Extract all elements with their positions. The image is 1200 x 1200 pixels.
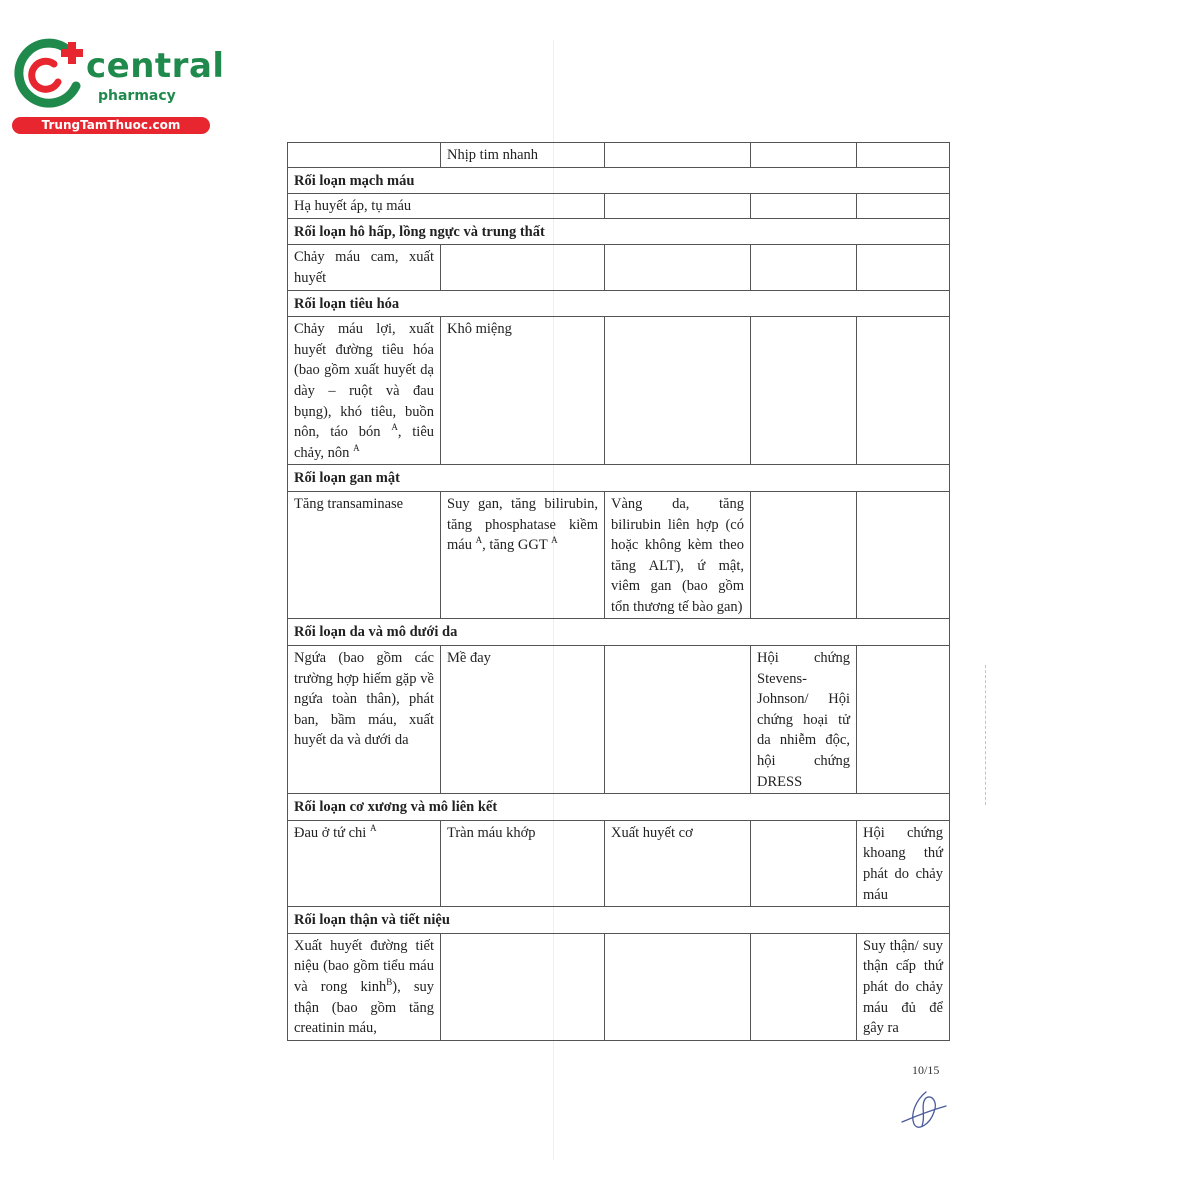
table-row <box>288 820 950 906</box>
logo-sub-text: pharmacy <box>98 88 176 104</box>
footnote-marker: A <box>391 422 398 433</box>
table-cell: Chảy máu cam, xuất huyết <box>288 245 441 290</box>
table-cell <box>857 491 950 619</box>
table-cell <box>857 646 950 794</box>
cell-text: , tiêu chảy, nôn <box>294 424 435 461</box>
cell-text: , tăng GGT <box>482 537 548 554</box>
table-cell: Hội chứng Stevens-Johnson/ Hội chứng hoại tử da nhiễm độc, hội chứng DRESS <box>751 646 857 794</box>
table-cell <box>751 491 857 619</box>
table-cell <box>288 143 441 168</box>
table-row <box>288 194 950 219</box>
central-pharmacy-logo[interactable] <box>10 38 225 138</box>
group-header-row <box>288 290 950 317</box>
side-stamp-mark <box>985 665 998 805</box>
group-heading: Rối loạn gan mật <box>288 465 950 492</box>
table-cell <box>288 317 441 465</box>
page-number: 10/15 <box>912 1063 940 1077</box>
table-cell <box>751 194 857 219</box>
cell-text: Suy gan, tăng bilirubin, tăng phosphatase kiềm máu <box>447 495 598 554</box>
table-row <box>288 933 950 1040</box>
group-header-row <box>288 794 950 821</box>
footnote-marker: B <box>386 977 393 988</box>
group-header-row <box>288 907 950 934</box>
pharmacy-cross-logo-icon <box>10 38 90 108</box>
cell-text: ), suy thận (bao gồm tăng creatinin máu, <box>294 978 434 1037</box>
group-heading: Rối loạn da và mô dưới da <box>288 619 950 646</box>
table-cell <box>288 820 441 906</box>
logo-brand-text: central <box>86 46 225 86</box>
group-heading: Rối loạn cơ xương và mô liên kết <box>288 794 950 821</box>
table-cell <box>751 933 857 1040</box>
table-cell <box>441 245 605 290</box>
table-cell: Vàng da, tăng bilirubin liên hợp (có hoặc không kèm theo tăng ALT), ứ mật, viêm gan (bao gồm tổn thương tế bào gan) <box>605 491 751 619</box>
table-cell <box>441 933 605 1040</box>
table-cell: Tăng transaminase <box>288 491 441 619</box>
group-header-row <box>288 167 950 194</box>
table-cell: Suy thận/ suy thận cấp thứ phát do chảy máu đủ để gây ra <box>857 933 950 1040</box>
table-cell <box>857 317 950 465</box>
table-cell <box>605 317 751 465</box>
table-cell <box>857 245 950 290</box>
adverse-effects-table <box>287 142 950 1041</box>
table-cell <box>751 317 857 465</box>
cell-text: Đau ở tứ chi <box>294 824 367 841</box>
group-header-row <box>288 218 950 245</box>
table-cell: Khô miệng <box>441 317 605 465</box>
footnote-marker: A <box>353 442 360 453</box>
group-heading: Rối loạn hô hấp, lồng ngực và trung thất <box>288 218 950 245</box>
table-cell <box>288 933 441 1040</box>
table-cell <box>605 143 751 168</box>
table-row <box>288 143 950 168</box>
cell-text: Xuất huyết đường tiết niệu (bao gồm tiểu máu và rong kinh <box>294 937 434 995</box>
table-cell: Mề đay <box>441 646 605 794</box>
table-row <box>288 491 950 619</box>
group-heading: Rối loạn mạch máu <box>288 167 950 194</box>
table-cell: Nhịp tim nhanh <box>441 143 605 168</box>
table-cell <box>605 194 751 219</box>
table-row <box>288 646 950 794</box>
table-cell <box>605 245 751 290</box>
group-heading: Rối loạn tiêu hóa <box>288 290 950 317</box>
group-heading: Rối loạn thận và tiết niệu <box>288 907 950 934</box>
table-cell <box>857 143 950 168</box>
table-cell: Tràn máu khớp <box>441 820 605 906</box>
table-cell <box>751 245 857 290</box>
table-cell: Hạ huyết áp, tụ máu <box>288 194 605 219</box>
table-cell <box>605 646 751 794</box>
table-cell: Hội chứng khoang thứ phát do chảy máu <box>857 820 950 906</box>
table-cell: Xuất huyết cơ <box>605 820 751 906</box>
cell-text: Chảy máu lợi, xuất huyết đường tiêu hóa (bao gồm xuất huyết dạ dày – ruột và đau bụng), khó tiêu, buồn nôn, táo bón <box>294 321 434 441</box>
logo-url-link[interactable]: TrungTamThuoc.com <box>12 117 210 134</box>
group-header-row <box>288 619 950 646</box>
table-cell <box>857 194 950 219</box>
table-cell <box>605 933 751 1040</box>
group-header-row <box>288 465 950 492</box>
footnote-marker: A <box>475 535 483 546</box>
footnote-marker: A <box>369 822 377 833</box>
table-row <box>288 245 950 290</box>
footnote-marker: A <box>551 535 558 546</box>
table-cell <box>751 143 857 168</box>
signature-icon <box>896 1088 948 1132</box>
table-cell: Ngứa (bao gồm các trường hợp hiếm gặp về ngứa toàn thân), phát ban, bầm máu, xuất huyết da và dưới da <box>288 646 441 794</box>
table-cell <box>441 491 605 619</box>
table-row <box>288 317 950 465</box>
table-cell <box>751 820 857 906</box>
